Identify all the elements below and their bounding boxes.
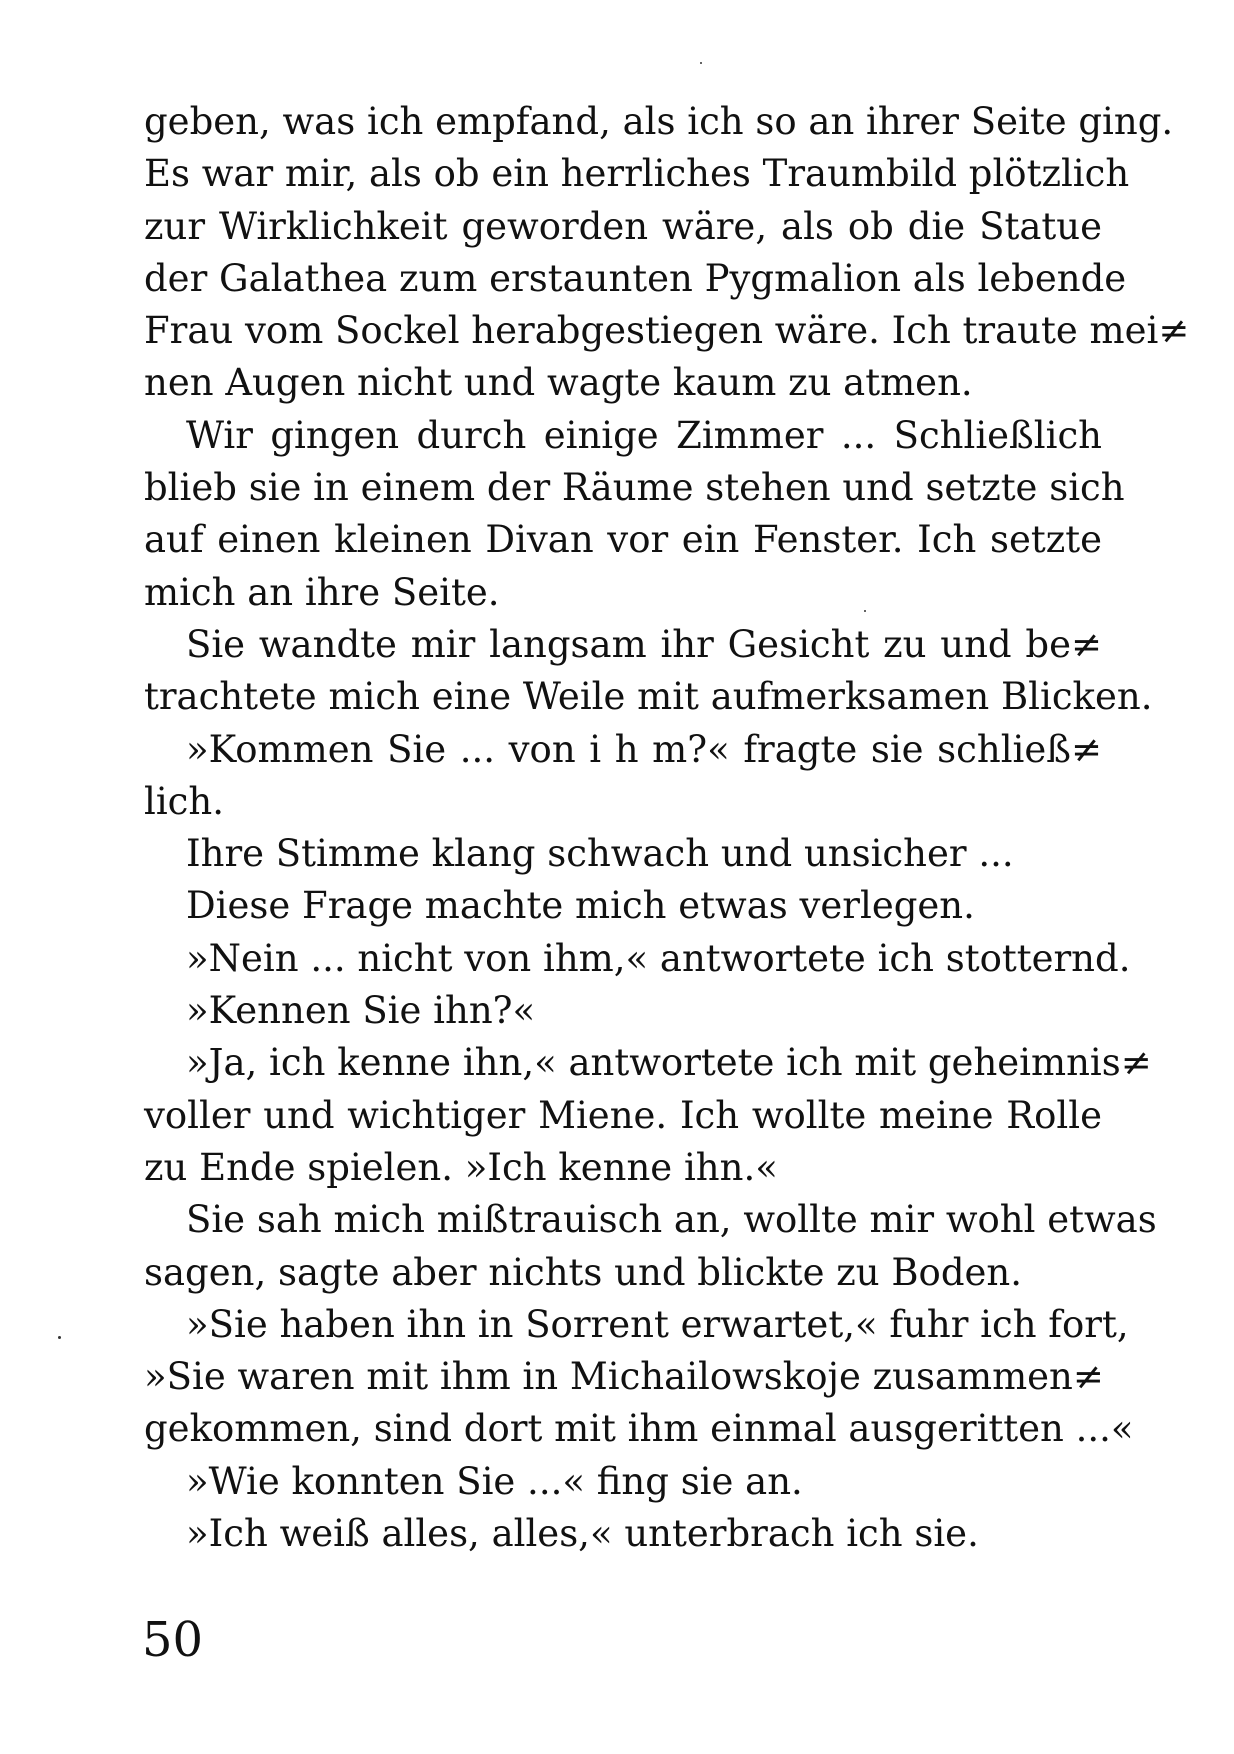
text-line: Es war mir, als ob ein herrliches Traumbild plötzlich <box>144 152 1130 196</box>
text-line: Ihre Stimme klang schwach und unsicher ... <box>186 832 1014 876</box>
text-line: »Kommen Sie ... von i h m?« fragte sie schließ≠ <box>186 727 1102 771</box>
text-line: zu Ende spielen. »Ich kenne ihn.« <box>144 1145 778 1189</box>
text-line: Sie wandte mir langsam ihr Gesicht zu und be≠ <box>186 622 1102 666</box>
text-line: zur Wirklichkeit geworden wäre, als ob die Statue <box>144 204 1102 248</box>
text-line: »Ja, ich kenne ihn,« antwortete ich mit geheimnis≠ <box>186 1041 1152 1085</box>
text-line: blieb sie in einem der Räume stehen und setzte sich <box>144 466 1125 510</box>
scan-speck <box>864 610 866 612</box>
text-line: nen Augen nicht und wagte kaum zu atmen. <box>144 361 973 405</box>
body-text <box>144 96 1190 1560</box>
text-line: »Nein ... nicht von ihm,« antwortete ich stotternd. <box>186 936 1131 980</box>
page-number: 50 <box>142 1612 204 1668</box>
text-line: sagen, sagte aber nichts und blickte zu Boden. <box>144 1250 1023 1294</box>
text-line: Diese Frage machte mich etwas verlegen. <box>186 884 975 928</box>
text-line: Frau vom Sockel herabgestiegen wäre. Ich traute mei≠ <box>144 309 1190 353</box>
text-line: geben, was ich empfand, als ich so an ihrer Seite ging. <box>144 100 1174 143</box>
text-line: voller und wichtiger Miene. Ich wollte meine Rolle <box>144 1093 1102 1137</box>
scan-speck <box>700 62 702 64</box>
text-line: mich an ihre Seite. <box>144 570 500 614</box>
text-line: lich. <box>144 779 224 823</box>
text-line: »Kennen Sie ihn?« <box>186 989 536 1033</box>
text-line: auf einen kleinen Divan vor ein Fenster. Ich setzte <box>144 518 1102 562</box>
text-line: Wir gingen durch einige Zimmer ... Schließlich <box>186 413 1102 457</box>
text-line: der Galathea zum erstaunten Pygmalion als lebende <box>144 256 1127 300</box>
text-line: »Sie waren mit ihm in Michailowskoje zusammen≠ <box>144 1355 1104 1399</box>
text-line: »Ich weiß alles, alles,« unterbrach ich sie. <box>186 1512 979 1556</box>
text-line: gekommen, sind dort mit ihm einmal ausgeritten ...« <box>144 1407 1134 1451</box>
text-line: »Wie konnten Sie ...« fing sie an. <box>186 1459 803 1503</box>
scan-speck <box>58 1336 61 1339</box>
text-line: »Sie haben ihn in Sorrent erwartet,« fuhr ich fort, <box>186 1302 1129 1346</box>
text-line: Sie sah mich mißtrauisch an, wollte mir wohl etwas <box>186 1198 1157 1242</box>
text-line: trachtete mich eine Weile mit aufmerksamen Blicken. <box>144 675 1153 719</box>
